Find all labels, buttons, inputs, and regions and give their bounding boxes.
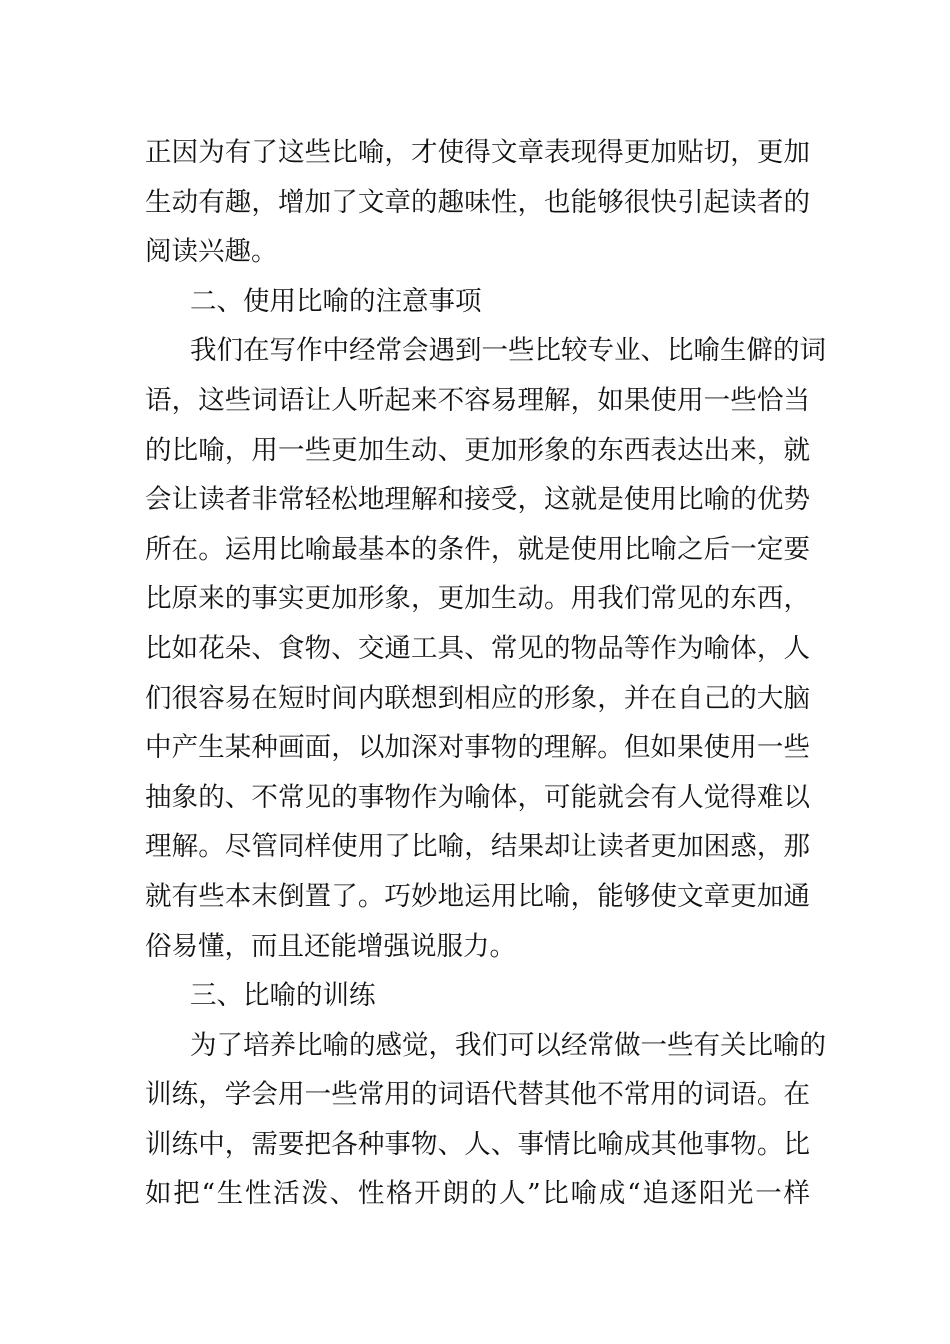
paragraph-line: 语，这些词语让人听起来不容易理解，如果使用一些恰当 [145, 384, 810, 416]
section-heading: 三、比喻的训练 [190, 980, 376, 1012]
paragraph-line: 俗易懂，而且还能增强说服力。 [145, 930, 516, 962]
paragraph-line: 所在。运用比喻最基本的条件，就是使用比喻之后一定要 [145, 533, 810, 565]
paragraph-line: 我们在写作中经常会遇到一些比较专业、比喻生僻的词 [190, 335, 826, 367]
paragraph-line: 抽象的、不常见的事物作为喻体，可能就会有人觉得难以 [145, 781, 810, 813]
paragraph-line: 如把“生性活泼、性格开朗的人”比喻成“追逐阳光一样 [145, 1178, 810, 1210]
paragraph-line: 阅读兴趣。 [145, 236, 278, 268]
paragraph-line: 为了培养比喻的感觉，我们可以经常做一些有关比喻的 [190, 1029, 826, 1061]
paragraph-line: 的比喻，用一些更加生动、更加形象的东西表达出来，就 [145, 434, 810, 466]
paragraph-line: 理解。尽管同样使用了比喻，结果却让读者更加困惑，那 [145, 831, 810, 863]
paragraph-line: 正因为有了这些比喻，才使得文章表现得更加贴切，更加 [145, 137, 810, 168]
paragraph-line: 比如花朵、食物、交通工具、常见的物品等作为喻体，人 [145, 632, 810, 664]
section-heading: 二、使用比喻的注意事项 [190, 285, 482, 317]
paragraph-line: 比原来的事实更加形象，更加生动。用我们常见的东西， [145, 583, 810, 615]
paragraph-line: 就有些本末倒置了。巧妙地运用比喻，能够使文章更加通 [145, 880, 810, 912]
paragraph-line: 训练，学会用一些常用的词语代替其他不常用的词语。在 [145, 1079, 810, 1111]
paragraph-line: 中产生某种画面，以加深对事物的理解。但如果使用一些 [145, 732, 810, 764]
paragraph-line: 会让读者非常轻松地理解和接受，这就是使用比喻的优势 [145, 484, 810, 516]
document-body [145, 128, 826, 1219]
paragraph-line: 生动有趣，增加了文章的趣味性，也能够很快引起读者的 [145, 186, 810, 218]
paragraph-line: 训练中，需要把各种事物、人、事情比喻成其他事物。比 [145, 1128, 810, 1160]
paragraph-line: 们很容易在短时间内联想到相应的形象，并在自己的大脑 [145, 682, 810, 714]
